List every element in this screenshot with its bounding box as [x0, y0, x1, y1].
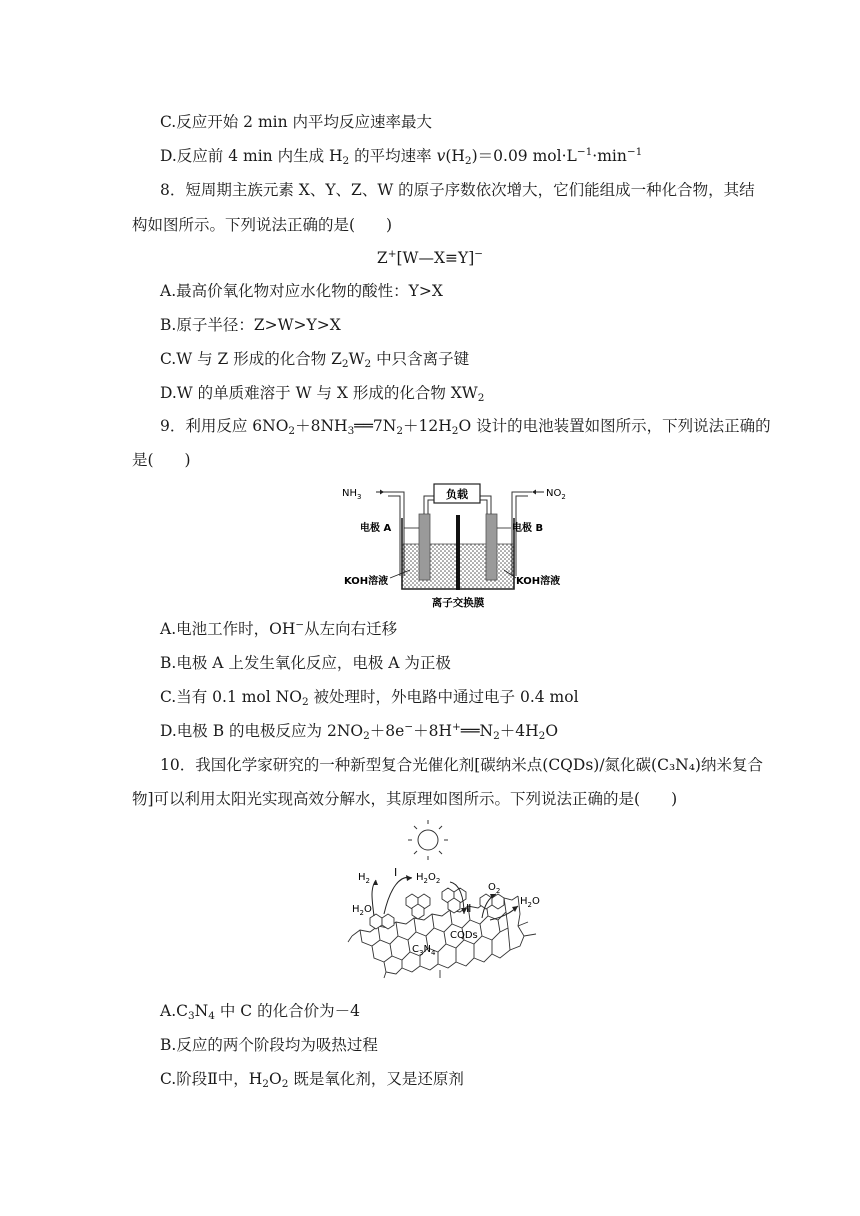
- q10-stem-line1: 10．我国化学家研究的一种新型复合光催化剂[碳纳米点(CQDs)/氮化碳(C₃N₄)纳米复合: [160, 756, 763, 774]
- c3n4-label: $C_3N_4$: [412, 944, 436, 957]
- cqds-label: CQDs: [450, 930, 478, 941]
- load-label: 负载: [446, 488, 468, 501]
- q7-option-c: C.反应开始 2 min 内平均反应速率最大: [160, 113, 433, 131]
- q8-stem-line1: 8．短周期主族元素 X、Y、Z、W 的原子序数依次增大，它们能组成一种化合物，其结: [160, 181, 755, 199]
- q9-option-b: B.电极 A 上发生氧化反应，电极 A 为正极: [160, 654, 451, 672]
- q9-stem-line1: 9．利用反应 $6NO_2+8NH_3══7N_2+12H_2O$ 设计的电池装置如图所示，下列说法正确的: [160, 417, 771, 437]
- h2o2-label: $H_2O_2$: [416, 872, 441, 885]
- nh3-label: $NH_3$: [342, 488, 362, 501]
- h2o-left-label: $H_2O$: [352, 904, 372, 917]
- electrode-a-rod: [419, 514, 430, 580]
- koh-left-label: KOH溶液: [344, 576, 389, 587]
- o2-label: $O_2$: [488, 882, 501, 895]
- sun-icon: [408, 820, 448, 860]
- q8-option-b: B.原子半径：Z>W>Y>X: [160, 316, 341, 334]
- q10-option-b: B.反应的两个阶段均为吸热过程: [160, 1036, 378, 1054]
- h2-label: $H_2$: [358, 872, 370, 885]
- battery-diagram: [340, 478, 570, 612]
- q9-option-d: D.电极 B 的电极反应为 $2NO_2+8e^-+8H^+══N_2+4H_2O$: [160, 721, 559, 742]
- q9-option-c: C.当有 0.1 mol $NO_2$ 被处理时，外电路中通过电子 0.4 mol: [160, 688, 579, 708]
- q8-structure-formula: Z+[W—X≡Y]−: [376, 248, 484, 267]
- photocatalyst-diagram: [340, 818, 550, 980]
- koh-right-label: KOH溶液: [516, 576, 561, 587]
- stage1-arrow-h2: [372, 880, 376, 916]
- stage1-arrow-h2o2: [384, 877, 412, 914]
- q9-option-a: A.电池工作时，OH−从左向右迁移: [160, 619, 398, 638]
- q10-option-c: C.阶段Ⅱ中，$H_2O_2$ 既是氧化剂，又是还原剂: [160, 1070, 464, 1090]
- electrode-b-label: 电极 B: [512, 523, 544, 534]
- q10-stem-line2: 物]可以利用太阳光实现高效分解水，其原理如图所示。下列说法正确的是( ): [132, 790, 678, 808]
- q9-stem-line2: 是( ): [132, 451, 191, 469]
- no2-label: $NO_2$: [546, 488, 566, 501]
- h2o-right-label: $H_2O$: [520, 896, 540, 909]
- electrode-a-label: 电极 A: [360, 523, 392, 534]
- q8-stem-line2: 构如图所示。下列说法正确的是( ): [132, 216, 393, 234]
- stage1-label: I: [394, 866, 398, 879]
- q8-option-a: A.最高价氧化物对应水化物的酸性：Y>X: [160, 282, 443, 300]
- nh3-tube: [384, 492, 404, 576]
- no2-tube: [512, 492, 532, 576]
- membrane-label: 离子交换膜: [431, 597, 485, 609]
- electrode-b-rod: [486, 514, 497, 580]
- stage2-label: Ⅱ: [466, 902, 472, 915]
- q8-option-d: D.W 的单质难溶于 W 与 X 形成的化合物 $XW_2$: [160, 384, 485, 404]
- c3n4-sheet: [348, 896, 536, 978]
- q8-option-c: C.W 与 Z 形成的化合物 $Z_2W_2$ 中只含离子键: [160, 350, 470, 370]
- q10-option-a: $A.C_3N_4$ 中 C 的化合价为－4: [160, 1002, 360, 1022]
- q7-option-d: D.反应前 4 min 内生成 $H_2$ 的平均速率 $v(H_2)=0.09$ $mol\cdot L^{-1}\cdot\min^{-1}$: [160, 146, 643, 167]
- ion-exchange-membrane: [456, 515, 460, 590]
